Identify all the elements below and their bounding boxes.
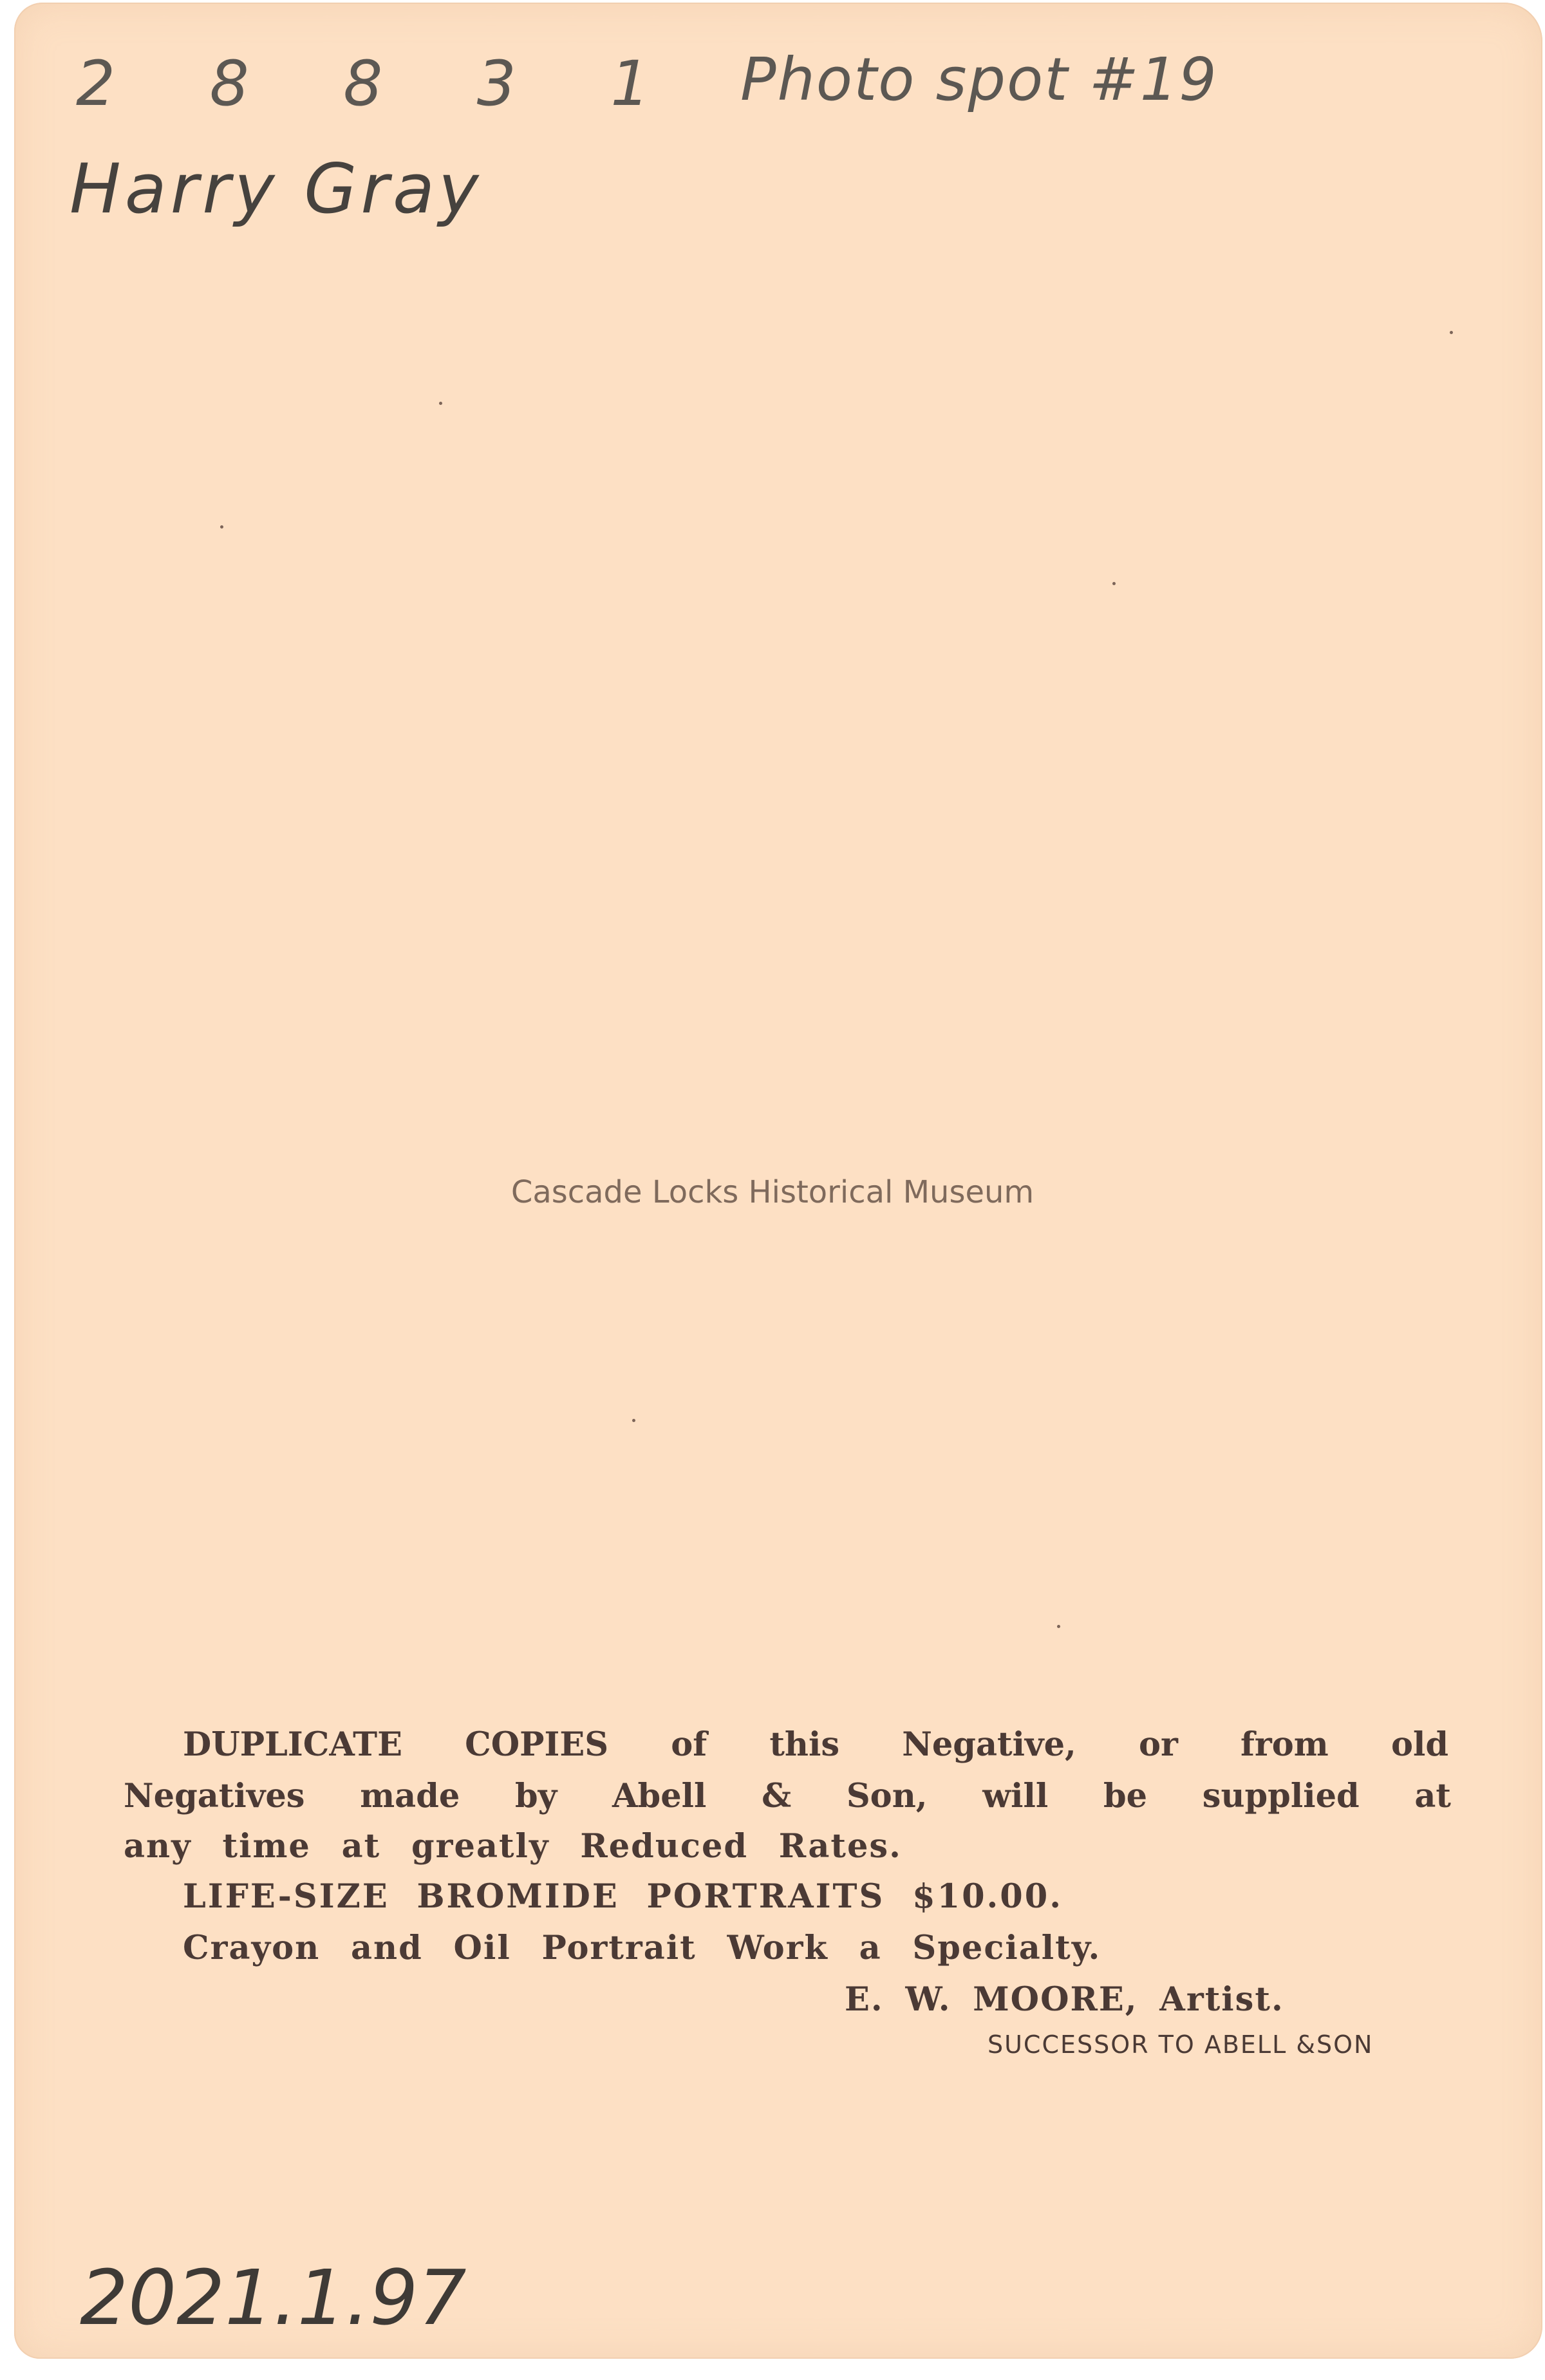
imprint-word: old — [1390, 1725, 1448, 1764]
paper-speck — [632, 1419, 635, 1422]
imprint-word: this — [769, 1725, 840, 1764]
imprint-line-4: LIFE-SIZE BROMIDE PORTRAITS $10.00. — [183, 1877, 1063, 1916]
imprint-word: of — [671, 1725, 707, 1764]
imprint-line-1 — [183, 1725, 1448, 1764]
imprint-word: Son, — [846, 1777, 928, 1815]
paper-speck — [1057, 1625, 1060, 1628]
paper-speck — [439, 402, 442, 405]
imprint-word: Abell — [612, 1777, 707, 1815]
imprint-word: from — [1240, 1725, 1329, 1764]
imprint-word: will — [982, 1777, 1049, 1815]
handwritten-name: Harry Gray — [70, 149, 483, 229]
paper-speck — [1450, 331, 1453, 334]
imprint-word: or — [1138, 1725, 1178, 1764]
imprint-line-5: Crayon and Oil Portrait Work a Specialty. — [183, 1929, 1101, 1967]
paper-speck — [1112, 582, 1116, 585]
handwritten-catalog-number: 2 8 8 3 1 — [76, 48, 688, 120]
imprint-word: supplied — [1202, 1777, 1360, 1815]
imprint-word: Negatives — [124, 1777, 305, 1815]
handwritten-accession-number: 2021.1.97 — [80, 2253, 467, 2342]
imprint-line-2 — [124, 1777, 1451, 1815]
imprint-word: & — [762, 1777, 792, 1815]
paper-speck — [220, 525, 223, 529]
imprint-word: be — [1103, 1777, 1148, 1815]
imprint-successor-line: SUCCESSOR TO ABELL &SON — [988, 2030, 1374, 2059]
imprint-word: by — [515, 1777, 557, 1815]
imprint-line-3: any time at greatly Reduced Rates. — [124, 1827, 902, 1866]
imprint-word: COPIES — [465, 1725, 609, 1764]
imprint-word: Negative, — [902, 1725, 1076, 1764]
imprint-word: DUPLICATE — [183, 1725, 402, 1764]
imprint-artist-line: E. W. MOORE, Artist. — [845, 1980, 1284, 2019]
imprint-word: at — [1414, 1777, 1451, 1815]
imprint-word: made — [360, 1777, 460, 1815]
handwritten-photo-spot-note: Photo spot #19 — [740, 45, 1218, 114]
museum-watermark: Cascade Locks Historical Museum — [510, 1174, 1035, 1210]
